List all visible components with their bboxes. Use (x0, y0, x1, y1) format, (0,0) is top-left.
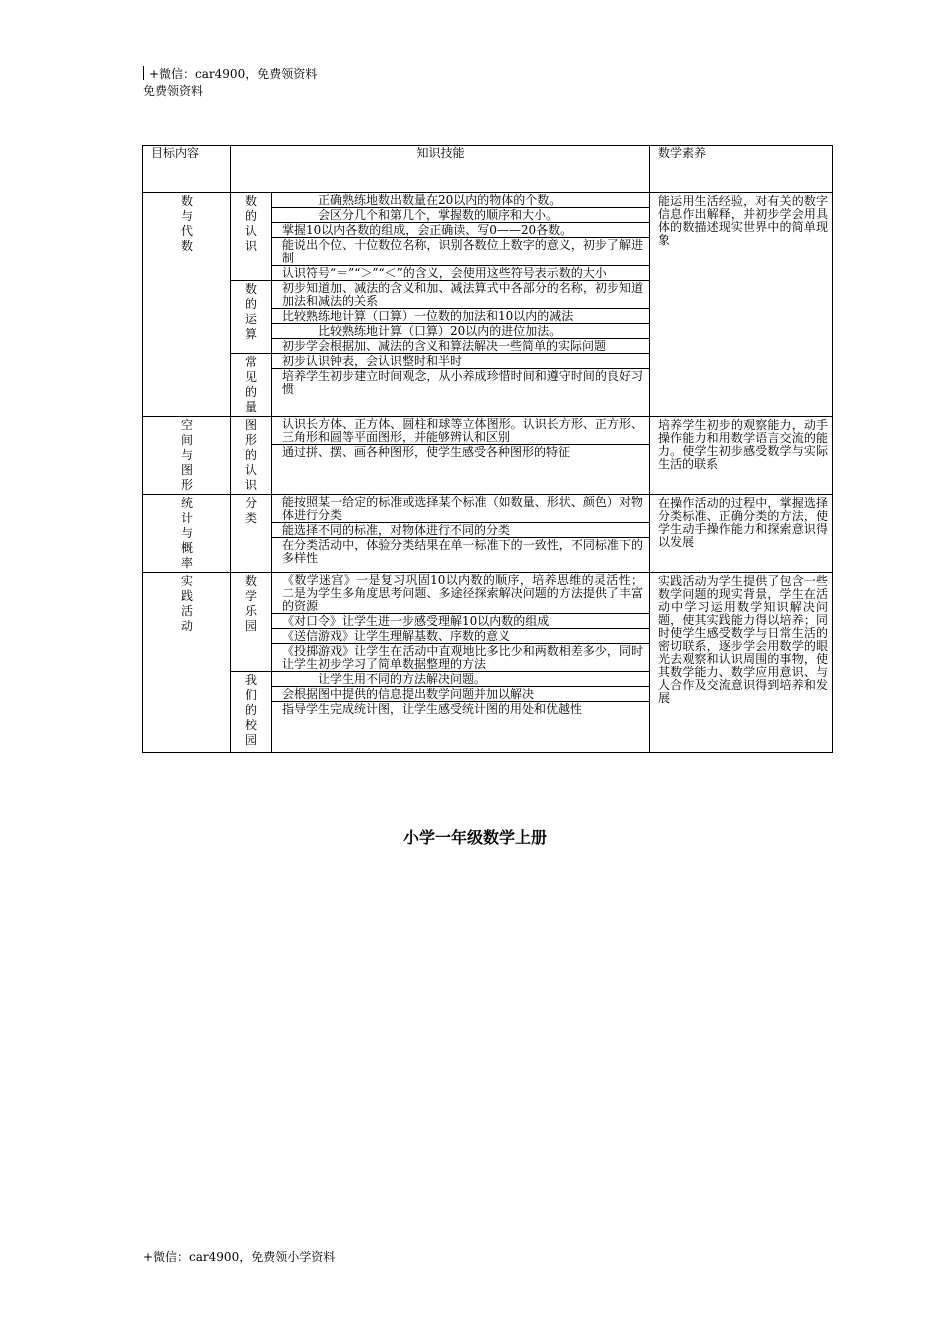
column-header-knowledge: 知识技能 (231, 146, 650, 193)
subcategory-label: 分类 (244, 496, 257, 525)
knowledge-item: 《送信游戏》让学生理解基数、序数的意义 (272, 629, 649, 644)
knowledge-items (272, 672, 650, 753)
knowledge-item: 初步学会根据加、减法的含义和算法解决一些简单的实际问题 (282, 339, 607, 353)
literacy-cell: 实践活动为学生提供了包含一些数学问题的现实背景，学生在活动中学习运用数学知识解决问题，使其实践能力得以培养；同时使学生感受数学与日常生活的密切联系，逐步学会用数学的眼光去观察和认识周围的事物，使其数学能力、数学应用意识、与人合作及交流意识得到培养和发展 (650, 573, 833, 753)
curriculum-table (142, 145, 833, 753)
text-cursor (143, 66, 144, 80)
knowledge-item: 通过拼、摆、画各种图形，使学生感受各种图形的特征 (282, 445, 571, 459)
knowledge-item: 能按照某一给定的标准或选择某个标准（如数量、形状、颜色）对物体进行分类 (272, 495, 649, 523)
knowledge-item: 认识长方体、正方体、圆柱和球等立体图形。认识长方形、正方形、三角形和圆等平面图形，并能够辨认和区别 (272, 417, 649, 445)
knowledge-items (272, 495, 650, 573)
knowledge-item: 培养学生初步建立时间观念，从小养成珍惜时间和遵守时间的良好习惯 (282, 369, 644, 396)
knowledge-item: 《数学迷宫》一是复习巩固10以内数的顺序，培养思维的灵活性；二是为学生多角度思考问题、多途径探索解决问题的方法提供了丰富的资源 (272, 573, 649, 614)
header-line-2: 免费领资料 (143, 84, 204, 98)
header-line-1: +微信：car4900，免费领资料 (143, 66, 317, 83)
knowledge-item: 会根据图中提供的信息提出数学问题并加以解决 (272, 687, 649, 702)
literacy-cell: 能运用生活经验，对有关的数字信息作出解释，并初步学会用具体的数描述现实世界中的简单现象 (650, 193, 833, 417)
knowledge-item: 正确熟练地数出数量在20以内的物体的个数。 (272, 193, 649, 208)
subcategory-label: 数学乐园 (244, 574, 257, 633)
table-row (143, 193, 833, 281)
knowledge-item: 比较熟练地计算（口算）一位数的加法和10以内的减法 (272, 309, 649, 324)
knowledge-item: 能说出个位、十位数位名称，识别各数位上数字的意义，初步了解进制 (272, 238, 649, 266)
subcategory-cell (231, 281, 272, 354)
knowledge-items (272, 193, 650, 281)
page-header (143, 66, 317, 100)
subcategory-label: 数的认识 (244, 194, 257, 253)
subcategory-label: 我们的校园 (244, 673, 257, 747)
table-row (143, 573, 833, 672)
subcategory-cell (231, 573, 272, 672)
category-cell (143, 495, 231, 573)
table-row (143, 495, 833, 573)
knowledge-item: 在分类活动中，体验分类结果在单一标准下的一致性，不同标准下的多样性 (282, 538, 644, 565)
knowledge-item: 让学生用不同的方法解决问题。 (272, 672, 649, 687)
category-label: 统计与概率 (180, 496, 193, 570)
knowledge-item: 指导学生完成统计图，让学生感受统计图的用处和优越性 (282, 702, 583, 716)
category-cell (143, 417, 231, 495)
literacy-cell: 培养学生初步的观察能力，动手操作能力和用数学语言交流的能力。使学生初步感受数学与实际生活的联系 (650, 417, 833, 495)
knowledge-items (272, 573, 650, 672)
knowledge-item: 认识符号“＝”“＞”“＜”的含义，会使用这些符号表示数的大小 (282, 266, 607, 280)
table-row (143, 417, 833, 495)
knowledge-items (272, 417, 650, 495)
subcategory-cell (231, 354, 272, 417)
knowledge-item: 比较熟练地计算（口算）20以内的进位加法。 (272, 324, 649, 339)
page-footer: +微信：car4900，免费领小学资料 (143, 1250, 336, 1264)
knowledge-item: 《投掷游戏》让学生在活动中直观地比多比少和两数相差多少，同时让学生初步学习了简单数据整理的方法 (282, 644, 644, 671)
knowledge-item: 能选择不同的标准，对物体进行不同的分类 (272, 523, 649, 538)
subcategory-label: 数的运算 (244, 282, 257, 341)
subcategory-label: 图形的认识 (244, 418, 257, 492)
document-title: 小学一年级数学上册 (402, 828, 547, 847)
literacy-cell: 在操作活动的过程中，掌握选择分类标准、正确分类的方法，使学生动手操作能力和探索意识得以发展 (650, 495, 833, 573)
subcategory-cell (231, 417, 272, 495)
column-header-goal: 目标内容 (143, 146, 231, 193)
category-label: 空间与图形 (180, 418, 193, 492)
knowledge-items (272, 354, 650, 417)
category-label: 数与代数 (180, 194, 193, 253)
subcategory-label: 常见的量 (244, 355, 257, 414)
knowledge-item: 会区分几个和第几个，掌握数的顺序和大小。 (272, 208, 649, 223)
subcategory-cell (231, 672, 272, 753)
knowledge-item: 初步知道加、减法的含义和加、减法算式中各部分的名称，初步知道加法和减法的关系 (272, 281, 649, 309)
category-cell (143, 573, 231, 753)
category-label: 实践活动 (180, 574, 193, 633)
table-header-row (143, 146, 833, 193)
subcategory-cell (231, 495, 272, 573)
knowledge-item: 《对口令》让学生进一步感受理解10以内数的组成 (272, 614, 649, 629)
category-cell (143, 193, 231, 417)
knowledge-items (272, 281, 650, 354)
knowledge-item: 掌握10以内各数的组成，会正确读、写0——20各数。 (272, 223, 649, 238)
knowledge-item: 初步认识钟表，会认识整时和半时 (272, 354, 649, 369)
column-header-literacy: 数学素养 (650, 146, 833, 193)
subcategory-cell (231, 193, 272, 281)
